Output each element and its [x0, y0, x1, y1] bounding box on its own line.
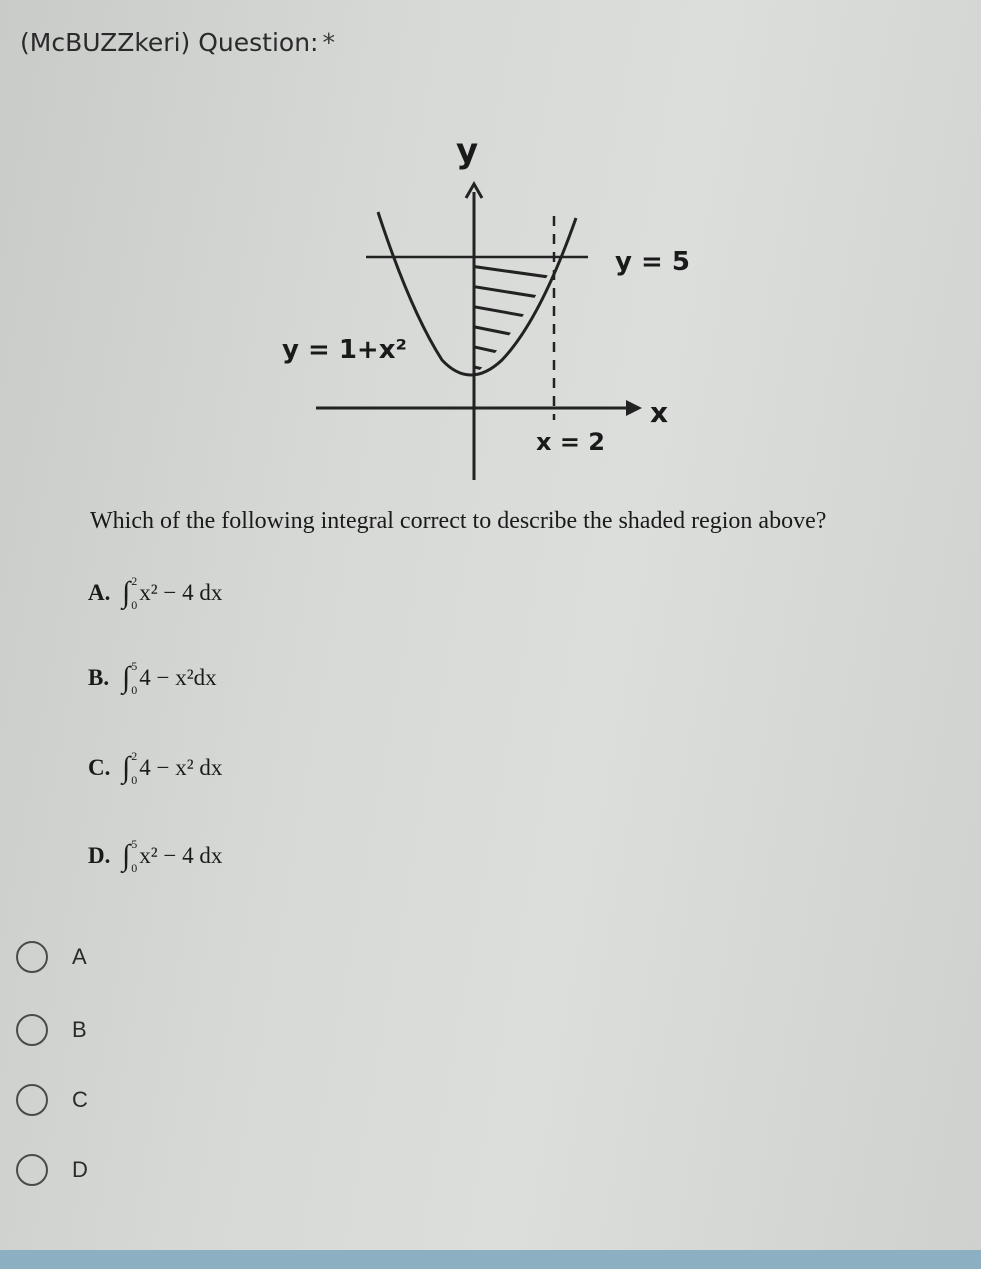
upper-limit: 5 [131, 659, 138, 673]
y-axis-label: y [456, 131, 479, 171]
integrand: 4 − x² dx [139, 755, 223, 780]
integral-sign: ∫ 5 0 [122, 659, 138, 697]
choice-a-letter: A. [88, 580, 111, 605]
lower-limit: 0 [131, 773, 138, 787]
x-axis-arrow [626, 400, 642, 416]
parabola-curve [378, 212, 576, 375]
graph-figure [270, 120, 710, 490]
question-prompt: Which of the following integral correct to describe the shaded region above? [90, 508, 827, 534]
dashed-x2-label: x = 2 [536, 428, 605, 456]
radio-button-b[interactable] [16, 1014, 48, 1046]
option-d[interactable] [16, 1150, 88, 1190]
choice-a-text [88, 575, 222, 611]
option-c[interactable] [16, 1080, 88, 1120]
choice-b-text [88, 660, 217, 696]
integral-sign: ∫ 2 0 [122, 749, 138, 787]
radio-button-c[interactable] [16, 1084, 48, 1116]
parabola-label: y = 1+x² [282, 335, 407, 365]
option-b[interactable] [16, 1010, 87, 1050]
integrand: x² − 4 dx [139, 843, 223, 868]
option-d-label: D [72, 1157, 88, 1182]
lower-limit: 0 [131, 683, 138, 697]
required-asterisk: * [322, 28, 335, 57]
upper-limit: 5 [131, 837, 138, 851]
option-c-label: C [72, 1087, 88, 1112]
choice-c-letter: C. [88, 755, 111, 780]
question-title [20, 28, 335, 57]
radio-button-d[interactable] [16, 1154, 48, 1186]
question-title-text: (McBUZZkeri) Question: [20, 28, 319, 57]
graph-svg [270, 120, 710, 490]
choice-c-text [88, 750, 222, 786]
integral-sign: ∫ 2 0 [122, 574, 138, 612]
bottom-bar [0, 1250, 981, 1269]
choice-b-letter: B. [88, 665, 110, 690]
option-a-label: A [72, 944, 87, 969]
x-axis-label: x [650, 396, 669, 429]
line-y5-label: y = 5 [615, 247, 690, 277]
radio-button-a[interactable] [16, 941, 48, 973]
integrand: 4 − x²dx [139, 665, 217, 690]
upper-limit: 2 [131, 574, 138, 588]
integral-sign: ∫ 5 0 [122, 837, 138, 875]
lower-limit: 0 [131, 861, 138, 875]
integrand: x² − 4 dx [139, 580, 223, 605]
lower-limit: 0 [131, 598, 138, 612]
choice-d-letter: D. [88, 843, 111, 868]
option-a[interactable] [16, 937, 87, 977]
upper-limit: 2 [131, 749, 138, 763]
option-b-label: B [72, 1017, 87, 1042]
choice-d-text [88, 838, 222, 874]
